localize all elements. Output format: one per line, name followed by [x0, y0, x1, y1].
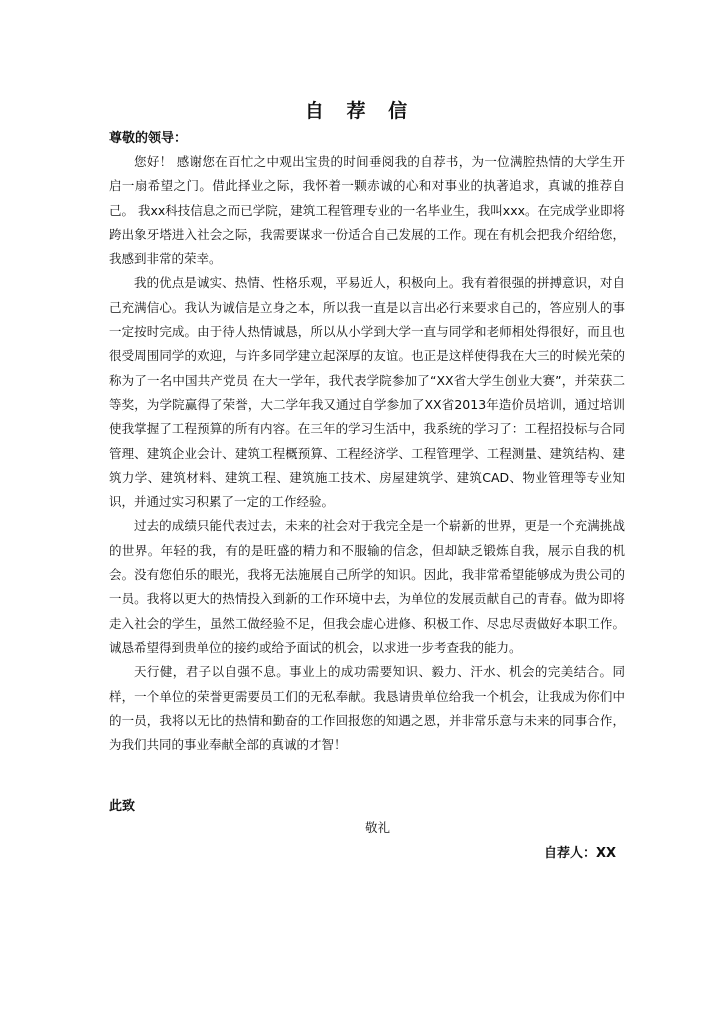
paragraph-3: 过去的成绩只能代表过去，未来的社会对于我完全是一个崭新的世界，更是一个充满挑战的世界。年轻的我，有的是旺盛的精力和不服输的信念，但却缺乏锻炼自我，展示自我的机会。没有您伯乐的眼光，我将无法施展自己所学的知识。因此，我非常希望能够成为贵公司的一员。我将以更大的热情投入到新的工作环境中去，为单位的发展贡献自己的青春。做为即将走入社会的学生，虽然工做经验不足，但我会虚心进修、积极工作、尽忠尽责做好本职工作。诚恳希望得到贵单位的接约或给予面试的机会，以求进一步考查我的能力。 [109, 518, 625, 655]
paragraph-1: 您好！ 感谢您在百忙之中观出宝贵的时间垂阅我的自荐书，为一位满腔热情的大学生开启一扇希望之门。借此择业之际，我怀着一颗赤诚的心和对事业的执著追求，真诚的推荐自己。 我xx科技信息之而已学院，建筑工程管理专业的一名毕业生，我叫xxx。在完成学业即将跨出象牙塔进入社会之际，我需要谋求一份适合自己发展的工作。现在有机会把我介绍给您，我感到非常的荣幸。 [109, 154, 625, 267]
letter-body [109, 150, 625, 757]
paragraph-2: 我的优点是诚实、热情、性格乐观，平易近人，积极向上。我有着很强的拼搏意识，对自己充满信心。我认为诚信是立身之本，所以我一直是以言出必行来要求自己的，答应别人的事一定按时完成。由于待人热情诚恳，所以从小学到大学一直与同学和老师相处得很好，而且也很受周围同学的欢迎，与许多同学建立起深厚的友谊。也正是这样使得我在大三的时候光荣的称为了一名中国共产党员 在大一学年，我代表学院参加了“XX省大学生创业大赛”，并荣获二等奖，为学院赢得了荣誉，大二学年我又通过自学参加了XX省2013年造价员培训，通过培训使我掌握了工程预算的所有内容。在三年的学习生活中，我系统的学习了：工程招投标与合同管理、建筑企业会计、建筑工程概预算、工程经济学、工程管理学、工程测量、建筑结构、建筑力学、建筑材料、建筑工程、建筑施工技术、房屋建筑学、建筑CAD、物业管理等专业知识，并通过实习积累了一定的工作经验。 [109, 275, 625, 510]
paragraph-4: 天行健，君子以自强不息。事业上的成功需要知识、毅力、汗水、机会的完美结合。同样，一个单位的荣誉更需要员工们的无私奉献。我恳请贵单位给我一个机会，让我成为你们中的一员，我将以无比的热情和勤奋的工作回报您的知遇之恩，并非常乐意与未来的同事合作，为我们共同的事业奉献全部的真诚的才智！ [109, 664, 625, 753]
signature: 自荐人：XX [543, 846, 616, 861]
closing: 此致 [109, 799, 136, 814]
letter-title: 自 荐 信 [304, 100, 416, 122]
regards: 敬礼 [365, 820, 391, 835]
salutation: 尊敬的领导： [109, 131, 188, 146]
